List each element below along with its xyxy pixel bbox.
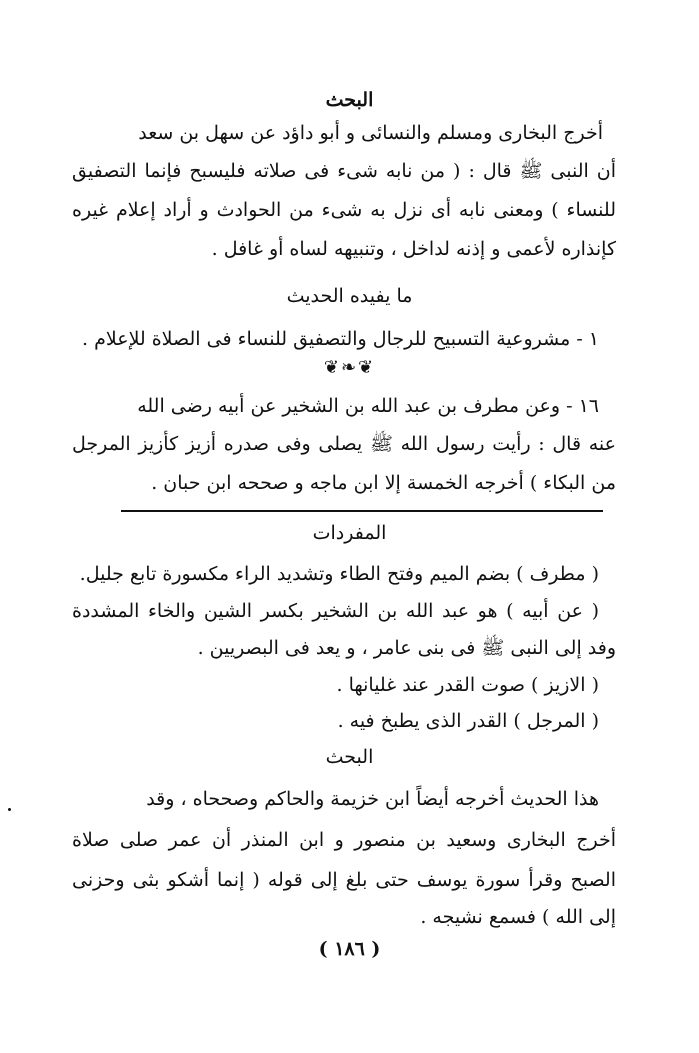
ornament-divider: ❦❧❦: [323, 357, 376, 378]
hadith-line: ١٦ - وعن مطرف بن عبد الله بن الشخير عن أبيه رضى الله: [137, 395, 599, 417]
paragraph-line: للنساء ) ومعنى نابه أى نزل به شىء من الحوادث و أراد إعلام غيره: [72, 199, 616, 221]
paragraph-line: كإنذاره لأعمى و إذنه لداخل ، وتنبيهه لساه أو غافل .: [211, 238, 616, 260]
page-number: ( ١٨٦ ): [318, 938, 381, 960]
vocab-line: وفد إلى النبى ﷺ فى بنى عامر ، و يعد فى البصريين .: [197, 637, 616, 659]
paragraph-line: إلى الله ) فسمع نشيجه .: [420, 906, 616, 928]
section-heading-research-2: البحث: [325, 746, 374, 768]
hadith-line: من البكاء ) أخرجه الخمسة إلا ابن ماجه و صححه ابن حبان .: [151, 472, 616, 494]
section-heading-vocabulary: المفردات: [312, 522, 387, 544]
paragraph-line: الصبح وقرأ سورة يوسف حتى بلغ إلى قوله ( إنما أشكو بثى وحزنى: [72, 869, 616, 891]
paragraph-line: أخرج البخارى ومسلم والنسائى و أبو داؤد عن سهل بن سعد: [138, 122, 603, 144]
paragraph-line: أخرج البخارى وسعيد بن منصور و ابن المنذر أن عمر صلى صلاة: [72, 829, 616, 851]
benefit-item: ١ - مشروعية التسبيح للرجال والتصفيق للنساء فى الصلاة للإعلام .: [82, 328, 599, 350]
section-heading-benefits: ما يفيده الحديث: [286, 285, 413, 307]
vocab-line: ( المرجل ) القدر الذى يطبخ فيه .: [337, 710, 599, 732]
paragraph-line: أن النبى ﷺ قال : ( من نابه شىء فى صلاته فليسبح فإنما التصفيق: [72, 160, 616, 182]
horizontal-rule: [121, 510, 603, 512]
section-heading-research-1: البحث: [325, 89, 374, 111]
vocab-line: ( مطرف ) بضم الميم وفتح الطاء وتشديد الراء مكسورة تابع جليل.: [79, 563, 599, 585]
paragraph-line: هذا الحديث أخرجه أيضاً ابن خزيمة والحاكم وصححاه ، وقد: [146, 788, 599, 810]
hadith-line: عنه قال : رأيت رسول الله ﷺ يصلى وفى صدره أزيز كأزيز المرجل: [72, 433, 616, 455]
vocab-line: ( الازيز ) صوت القدر عند غليانها .: [336, 674, 599, 696]
scan-speck: [8, 808, 11, 811]
vocab-line: ( عن أبيه ) هو عبد الله بن الشخير بكسر الشين والخاء المشددة: [72, 600, 599, 622]
